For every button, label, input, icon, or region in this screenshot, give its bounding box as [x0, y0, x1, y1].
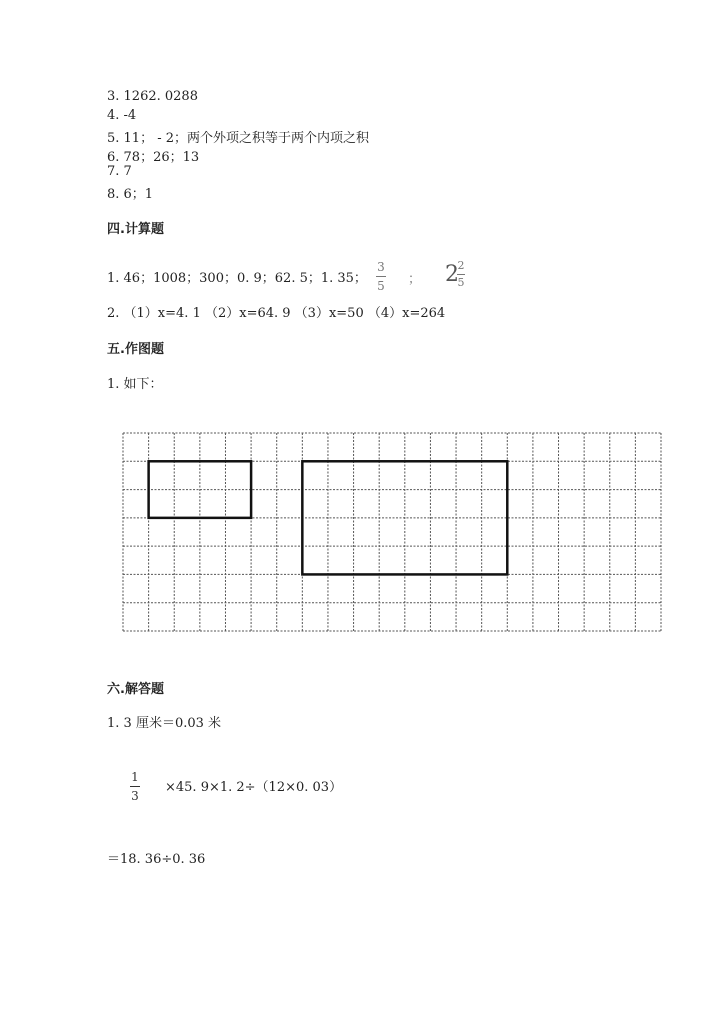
answer-line-5: 5. 11； - 2；两个外项之积等于两个内项之积 [107, 131, 370, 146]
section-title-drawing: 五.作图题 [107, 342, 164, 357]
solve-q1-line3: ＝18. 36÷0. 36 [107, 852, 206, 867]
section-title-calc: 四.计算题 [107, 222, 164, 237]
solve-q1-line1: 1. 3 厘米＝0.03 米 [107, 716, 222, 731]
drawing-grid [122, 432, 662, 632]
solve-expression: ×45. 9×1. 2÷（12×0. 03） [165, 780, 343, 795]
fraction-1-3: 1 3 [131, 770, 139, 803]
calc-q1-separator: ； [408, 272, 422, 287]
answer-line-7: 7. 7 [107, 164, 132, 179]
fraction-3-5: 3 5 [377, 260, 385, 293]
answer-line-6: 6. 78；26；13 [107, 150, 200, 165]
mixed-number: 2 [445, 262, 459, 287]
answer-line-8: 8. 6；1 [107, 187, 154, 202]
calc-q1: 1. 46；1008；300；0. 9；62. 5；1. 35； [107, 271, 367, 286]
calc-q2: 2. （1）x=4. 1 （2）x=64. 9 （3）x=50 （4）x=264 [107, 306, 446, 321]
section-title-solve: 六.解答题 [107, 682, 164, 697]
answer-line-3: 3. 1262. 0288 [107, 89, 198, 104]
answer-line-4: 4. -4 [107, 108, 137, 123]
mixed-fraction: 2 5 [457, 259, 465, 289]
drawing-q1: 1. 如下： [107, 377, 163, 392]
